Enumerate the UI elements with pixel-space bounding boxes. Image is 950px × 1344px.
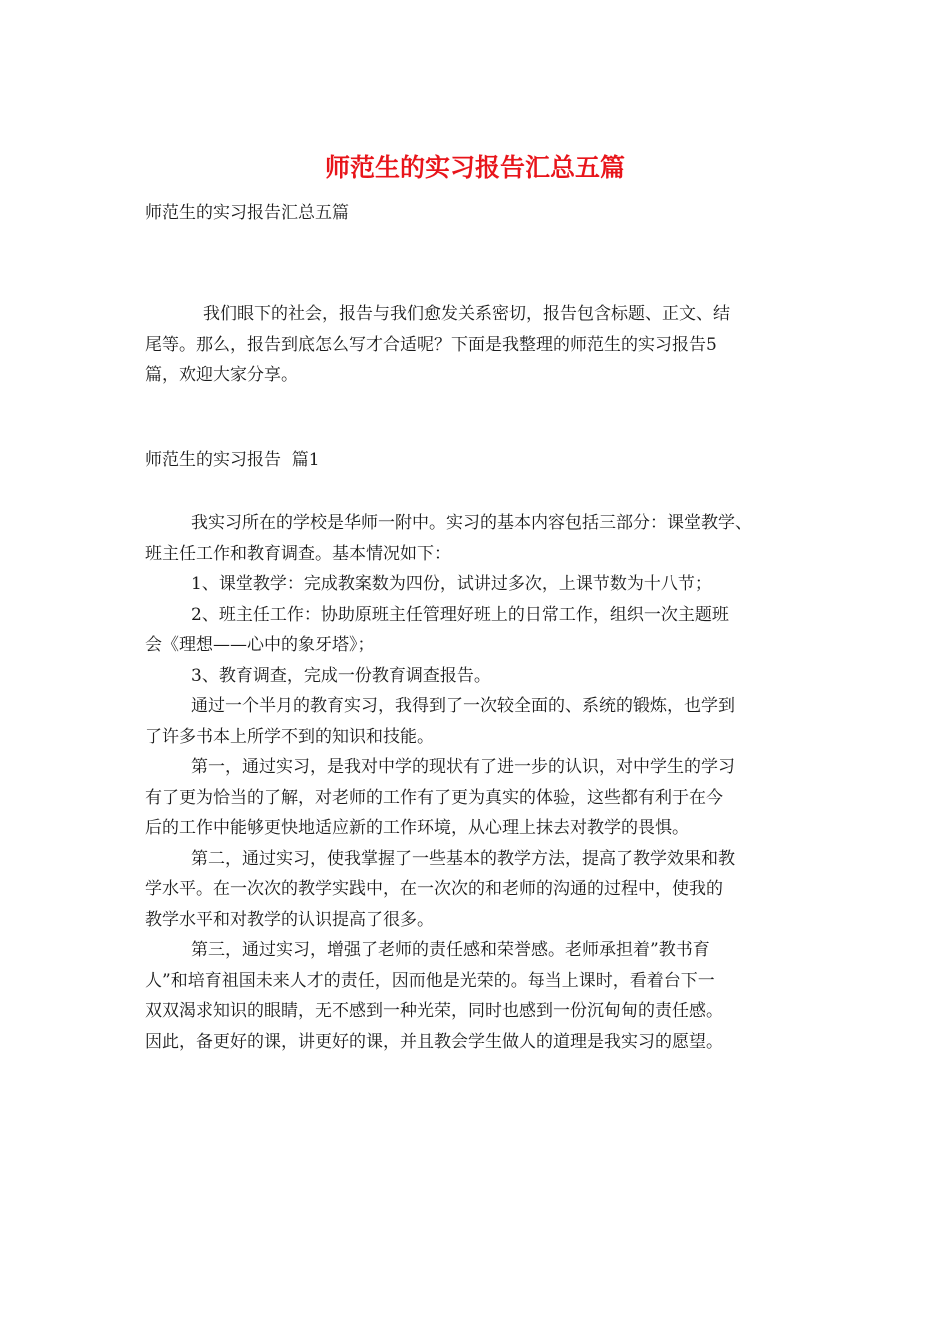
- section-body: [145, 508, 815, 1057]
- intro-line: 我们眼下的社会，报告与我们愈发关系密切，报告包含标题、正文、结: [203, 304, 730, 324]
- body-line: 后的工作中能够更快地适应新的工作环境，从心理上抹去对教学的畏惧。: [145, 818, 689, 838]
- document-title: 师范生的实习报告汇总五篇: [324, 153, 625, 182]
- intro-line: 篇，欢迎大家分享。: [145, 365, 298, 385]
- body-line: 因此，备更好的课，讲更好的课，并且教会学生做人的道理是我实习的愿望。: [145, 1031, 723, 1052]
- body-line: 有了更为恰当的了解，对老师的工作有了更为真实的体验，这些都有利于在今: [145, 787, 723, 808]
- body-line: 双双渴求知识的眼睛，无不感到一种光荣，同时也感到一份沉甸甸的责任感。: [145, 1001, 723, 1021]
- body-line: 2、班主任工作：协助原班主任管理好班上的日常工作，组织一次主题班: [191, 604, 729, 625]
- body-line: 我实习所在的学校是华师一附中。实习的基本内容包括三部分：课堂教学、: [191, 513, 752, 533]
- body-line: 3、教育调查，完成一份教育调查报告。: [191, 665, 491, 686]
- body-line: 了许多书本上所学不到的知识和技能。: [145, 726, 434, 747]
- body-line: 教学水平和对教学的认识提高了很多。: [145, 909, 434, 930]
- body-line: 学水平。在一次次的教学实践中，在一次次的和老师的沟通的过程中，使我的: [145, 879, 723, 899]
- body-line: 1、课堂教学：完成教案数为四份，试讲过多次，上课节数为十八节；: [191, 574, 712, 594]
- section-heading: 师范生的实习报告 篇1: [145, 450, 320, 470]
- body-line: 第一，通过实习，是我对中学的现状有了进一步的认识，对中学生的学习: [191, 757, 735, 777]
- body-line: 第三，通过实习，增强了老师的责任感和荣誉感。老师承担着”教书育: [191, 940, 710, 960]
- body-line: 会《理想——心中的象牙塔》；: [145, 635, 375, 655]
- intro-line: 尾等。那么，报告到底怎么写才合适呢？下面是我整理的师范生的实习报告5: [145, 334, 717, 355]
- document-subtitle: 师范生的实习报告汇总五篇: [145, 203, 349, 223]
- body-line: 人”和培育祖国未来人才的责任，因而他是光荣的。每当上课时，看着台下一: [145, 970, 715, 991]
- body-line: 第二，通过实习，使我掌握了一些基本的教学方法，提高了教学效果和教: [191, 848, 735, 869]
- body-line: 班主任工作和教育调查。基本情况如下：: [145, 543, 451, 564]
- body-line: 通过一个半月的教育实习，我得到了一次较全面的、系统的锻炼，也学到: [191, 696, 735, 716]
- intro-paragraph: [145, 299, 805, 391]
